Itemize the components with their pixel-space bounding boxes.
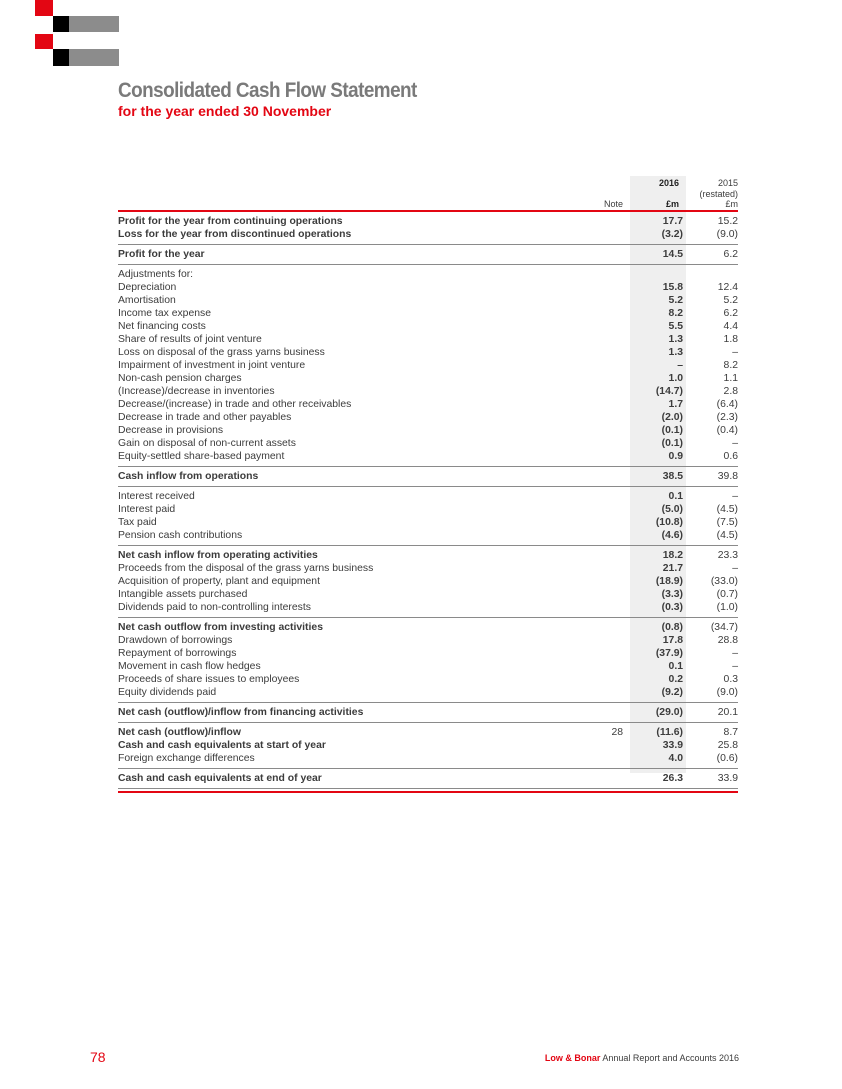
value-2016: 17.8 — [662, 635, 683, 646]
value-2015: (4.5) — [716, 504, 738, 515]
value-2015: – — [732, 648, 738, 659]
row-label: (Increase)/decrease in inventories — [118, 386, 275, 397]
value-2015: (9.0) — [716, 229, 738, 240]
table-row — [118, 562, 738, 575]
table-row — [118, 470, 738, 483]
row-label: Repayment of borrowings — [118, 648, 237, 659]
table-bottom-divider — [118, 788, 738, 789]
value-2016: 18.2 — [662, 550, 683, 561]
row-label: Equity-settled share-based payment — [118, 451, 285, 462]
row-label: Acquisition of property, plant and equipment — [118, 576, 320, 587]
value-2015: 2.8 — [723, 386, 738, 397]
value-2016: 0.1 — [668, 491, 683, 502]
table-row — [118, 588, 738, 601]
table-row — [118, 450, 738, 463]
table-row — [118, 739, 738, 752]
row-label: Cash and cash equivalents at start of year — [118, 740, 326, 751]
table-row — [118, 294, 738, 307]
row-label: Profit for the year from continuing operations — [118, 216, 343, 227]
value-2015: 12.4 — [717, 282, 738, 293]
value-2015: 8.7 — [723, 727, 738, 738]
table-row — [118, 660, 738, 673]
year-2015-restated: (restated) — [699, 188, 738, 199]
value-2016: 5.2 — [668, 295, 683, 306]
section-divider — [118, 768, 738, 769]
row-label: Decrease/(increase) in trade and other receivables — [118, 399, 352, 410]
table-row — [118, 673, 738, 686]
table-row — [118, 752, 738, 765]
table-row — [118, 307, 738, 320]
value-2015: (9.0) — [716, 687, 738, 698]
row-label: Net cash (outflow)/inflow from financing activities — [118, 707, 364, 718]
value-2015: 4.4 — [723, 321, 738, 332]
row-label: Net cash (outflow)/inflow — [118, 727, 241, 738]
cash-flow-table — [118, 176, 738, 793]
logo-block — [35, 0, 53, 16]
table-end-rule — [118, 791, 738, 793]
table-row — [118, 372, 738, 385]
table-row — [118, 411, 738, 424]
table-row — [118, 437, 738, 450]
value-2016: 26.3 — [662, 773, 683, 784]
table-row — [118, 634, 738, 647]
table-row — [118, 248, 738, 261]
table-row — [118, 686, 738, 699]
footer-brand: Low & Bonar — [544, 1053, 601, 1063]
value-2015: (33.0) — [710, 576, 738, 587]
value-2015: (0.6) — [716, 753, 738, 764]
value-2015: (7.5) — [716, 517, 738, 528]
table-row — [118, 575, 738, 588]
footer-report-title: Annual Report and Accounts 2016 — [600, 1053, 739, 1063]
table-row — [118, 398, 738, 411]
value-2015: (4.5) — [716, 530, 738, 541]
value-2015: 39.8 — [717, 471, 738, 482]
logo-block — [69, 49, 119, 66]
note-column-header: Note — [603, 199, 623, 209]
row-label: Interest paid — [118, 504, 176, 515]
value-2015: 33.9 — [717, 773, 738, 784]
value-2015: 28.8 — [717, 635, 738, 646]
year-2016-unit: £m — [665, 199, 679, 209]
table-row — [118, 549, 738, 562]
header-divider — [118, 210, 738, 212]
table-row — [118, 490, 738, 503]
value-2016: (0.1) — [661, 425, 683, 436]
value-2016: 15.8 — [662, 282, 683, 293]
value-2015: – — [732, 661, 738, 672]
value-2015: 8.2 — [723, 360, 738, 371]
row-label: Interest received — [118, 491, 195, 502]
value-2016: (37.9) — [655, 648, 683, 659]
value-2016: (0.3) — [661, 602, 683, 613]
table-row — [118, 359, 738, 372]
value-2016: 8.2 — [668, 308, 683, 319]
row-note: 28 — [611, 727, 623, 738]
table-row — [118, 281, 738, 294]
table-row — [118, 333, 738, 346]
value-2016: (11.6) — [656, 727, 683, 738]
value-2016: 17.7 — [662, 216, 683, 227]
row-label: Decrease in provisions — [118, 425, 224, 436]
table-row — [118, 268, 738, 281]
year-2015-header: 2015 — [717, 178, 738, 188]
value-2016: 1.0 — [668, 373, 683, 384]
table-row — [118, 346, 738, 359]
value-2015: 0.6 — [723, 451, 738, 462]
value-2015: – — [732, 491, 738, 502]
value-2016: (10.8) — [655, 517, 683, 528]
table-row — [118, 320, 738, 333]
value-2015: 6.2 — [723, 308, 738, 319]
row-label: Tax paid — [118, 517, 157, 528]
row-label: Net financing costs — [118, 321, 206, 332]
section-divider — [118, 702, 738, 703]
year-2015-unit: £m — [725, 199, 738, 209]
row-label: Pension cash contributions — [118, 530, 243, 541]
value-2016: 21.7 — [662, 563, 683, 574]
logo-block — [53, 16, 69, 32]
row-label: Amortisation — [118, 295, 176, 306]
row-label: Non-cash pension charges — [118, 373, 242, 384]
section-divider — [118, 264, 738, 265]
row-label: Drawdown of borrowings — [118, 635, 233, 646]
section-divider — [118, 244, 738, 245]
value-2015: (0.7) — [716, 589, 738, 600]
row-label: Income tax expense — [118, 308, 211, 319]
row-label: Proceeds from the disposal of the grass yarns business — [118, 563, 374, 574]
table-row — [118, 772, 738, 785]
table-row — [118, 647, 738, 660]
logo-block — [69, 16, 119, 32]
row-label: Loss for the year from discontinued operations — [118, 229, 352, 240]
table-row — [118, 601, 738, 614]
value-2016: 0.2 — [668, 674, 683, 685]
table-row — [118, 385, 738, 398]
page-number: 78 — [90, 1049, 106, 1065]
row-label: Net cash outflow from investing activities — [118, 622, 323, 633]
row-label: Gain on disposal of non-current assets — [118, 438, 296, 449]
row-label: Depreciation — [118, 282, 177, 293]
logo-block — [35, 34, 53, 49]
page-subtitle: for the year ended 30 November — [118, 103, 332, 119]
value-2016: (5.0) — [661, 504, 683, 515]
row-label: Decrease in trade and other payables — [118, 412, 292, 423]
section-divider — [118, 617, 738, 618]
value-2015: 23.3 — [717, 550, 738, 561]
value-2016: 1.7 — [668, 399, 683, 410]
value-2016: 0.1 — [668, 661, 683, 672]
value-2016: 14.5 — [662, 249, 683, 260]
value-2016: 5.5 — [668, 321, 683, 332]
value-2015: 15.2 — [717, 216, 738, 227]
row-label: Adjustments for: — [118, 269, 194, 280]
table-row — [118, 529, 738, 542]
value-2015: 0.3 — [723, 674, 738, 685]
value-2015: 5.2 — [723, 295, 738, 306]
value-2016: (9.2) — [661, 687, 683, 698]
row-label: Cash inflow from operations — [118, 471, 259, 482]
value-2016: (3.2) — [661, 229, 683, 240]
value-2015: – — [732, 563, 738, 574]
footer-text — [545, 1053, 739, 1063]
row-label: Profit for the year — [118, 249, 205, 260]
row-label: Proceeds of share issues to employees — [118, 674, 300, 685]
value-2016: (0.1) — [661, 438, 683, 449]
row-label: Equity dividends paid — [118, 687, 217, 698]
value-2015: (2.3) — [716, 412, 738, 423]
year-2016-header: 2016 — [658, 178, 679, 188]
section-divider — [118, 466, 738, 467]
page-title: Consolidated Cash Flow Statement — [118, 79, 417, 102]
value-2016: 33.9 — [662, 740, 683, 751]
logo-block — [53, 49, 69, 66]
value-2015: 20.1 — [717, 707, 738, 718]
value-2016: 38.5 — [662, 471, 683, 482]
value-2015: 1.8 — [723, 334, 738, 345]
value-2016: – — [677, 360, 683, 371]
value-2015: (0.4) — [716, 425, 738, 436]
row-label: Loss on disposal of the grass yarns business — [118, 347, 325, 358]
row-label: Impairment of investment in joint venture — [118, 360, 306, 371]
value-2016: 1.3 — [668, 334, 683, 345]
value-2016: 0.9 — [668, 451, 683, 462]
value-2016: (29.0) — [655, 707, 683, 718]
table-row — [118, 228, 738, 241]
value-2016: (14.7) — [655, 386, 683, 397]
table-row — [118, 516, 738, 529]
value-2016: (0.8) — [661, 622, 683, 633]
row-label: Foreign exchange differences — [118, 753, 255, 764]
company-logo — [35, 0, 120, 68]
value-2016: (18.9) — [655, 576, 683, 587]
value-2016: (4.6) — [661, 530, 683, 541]
value-2016: (3.3) — [661, 589, 683, 600]
value-2015: (34.7) — [710, 622, 738, 633]
row-label: Net cash inflow from operating activities — [118, 550, 318, 561]
row-label: Share of results of joint venture — [118, 334, 262, 345]
row-label: Movement in cash flow hedges — [118, 661, 261, 672]
value-2016: 4.0 — [668, 753, 683, 764]
table-row — [118, 726, 738, 739]
value-2015: – — [732, 347, 738, 358]
value-2016: (2.0) — [661, 412, 683, 423]
table-row — [118, 424, 738, 437]
value-2015: (6.4) — [716, 399, 738, 410]
value-2016: 1.3 — [668, 347, 683, 358]
value-2015: (1.0) — [716, 602, 738, 613]
table-row — [118, 621, 738, 634]
table-row — [118, 706, 738, 719]
value-2015: 6.2 — [723, 249, 738, 260]
section-divider — [118, 486, 738, 487]
row-label: Cash and cash equivalents at end of year — [118, 773, 322, 784]
row-label: Dividends paid to non-controlling interests — [118, 602, 311, 613]
table-row — [118, 503, 738, 516]
value-2015: 1.1 — [723, 373, 738, 384]
row-label: Intangible assets purchased — [118, 589, 248, 600]
section-divider — [118, 722, 738, 723]
value-2015: 25.8 — [717, 740, 738, 751]
table-row — [118, 215, 738, 228]
value-2015: – — [732, 438, 738, 449]
table-header — [118, 176, 738, 210]
section-divider — [118, 545, 738, 546]
